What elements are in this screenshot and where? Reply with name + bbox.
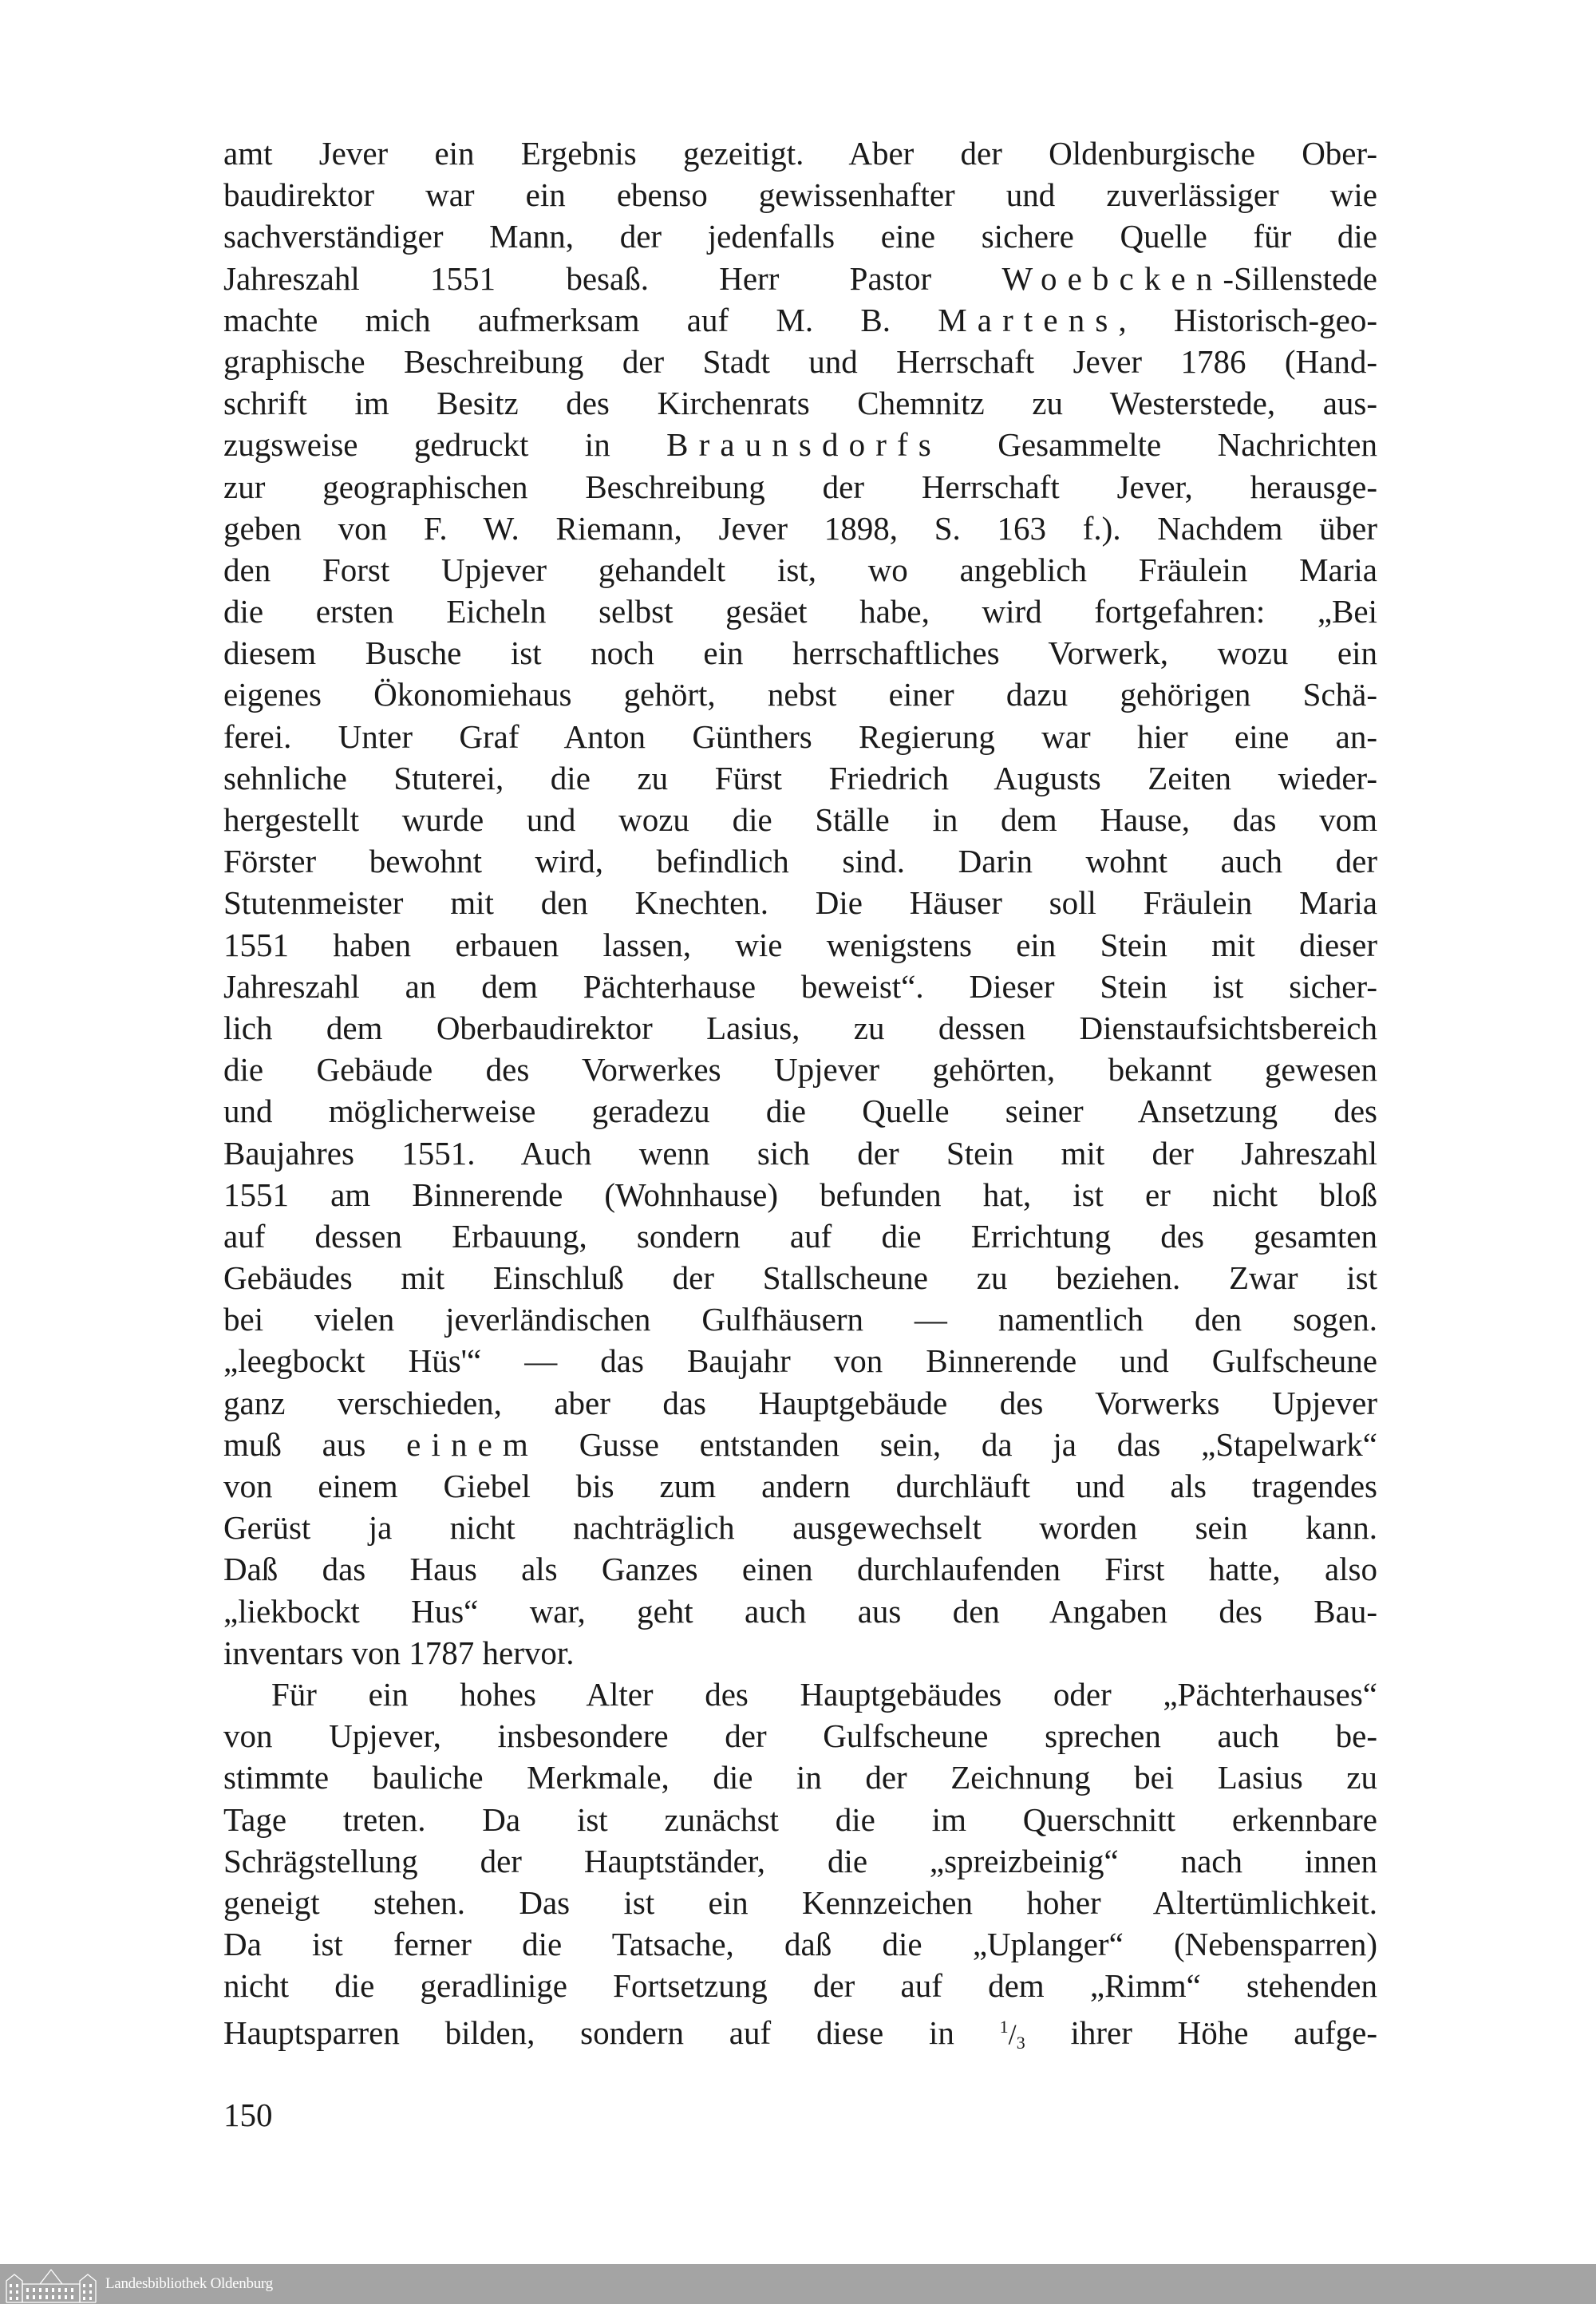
text-segment: hergestellt wurde und wozu die Ställe in dem Hause, das vom (223, 801, 1377, 838)
text-segment: Gerüst ja nicht nachträglich ausgewechselt worden sein kann. (223, 1509, 1377, 1547)
text-line (223, 799, 1377, 840)
fraction (1000, 2014, 1025, 2051)
text-line (223, 591, 1377, 632)
text-line (223, 1757, 1377, 1798)
spaced-name: Woebcken (1001, 259, 1223, 297)
text-line (223, 299, 1377, 341)
text-line (223, 840, 1377, 882)
text-line (223, 757, 1377, 799)
text-segment: „liekbockt Hus“ war, geht auch aus den Angaben des Bau- (223, 1592, 1377, 1630)
fraction-numerator: 1 (999, 2017, 1009, 2037)
text-segment: Jahreszahl 1551 besaß. Herr Pastor (223, 259, 1002, 297)
text-segment: Schrägstellung der Hauptständer, die „spreizbeinig“ nach innen (223, 1842, 1377, 1879)
text-line (223, 1923, 1377, 1965)
text-segment: -Sillenstede (1223, 259, 1377, 297)
text-segment: Gesammelte Nachrichten (941, 426, 1377, 464)
text-line (223, 1215, 1377, 1257)
text-line (223, 1090, 1377, 1132)
text-segment: Hauptsparren bilden, sondern auf diese in (223, 2014, 1000, 2052)
text-line (223, 1882, 1377, 1923)
text-segment: sehnliche Stuterei, die zu Fürst Friedrich Augusts Zeiten wieder- (223, 759, 1377, 796)
text-line (223, 966, 1377, 1007)
text-segment: , Historisch-geo- (1118, 301, 1377, 338)
fraction-denominator: 3 (1016, 2033, 1025, 2053)
text-line (223, 1632, 1377, 1674)
text-line (223, 1840, 1377, 1882)
text-line (223, 632, 1377, 674)
text-segment: Für ein hohes Alter des Hauptgebäudes oder „Pächterhauses“ (271, 1675, 1377, 1713)
text-line (223, 466, 1377, 508)
text-segment: zugsweise gedruckt in (223, 426, 667, 464)
text-segment: stimmte bauliche Merkmale, die in der Zeichnung bei Lasius zu (223, 1759, 1377, 1796)
spaced-name: Martens (938, 301, 1119, 338)
text-segment: „leegbockt Hüs'“ — das Baujahr von Binnerende und Gulfscheune (223, 1342, 1377, 1380)
text-segment: nicht die geradlinige Fortsetzung der auf dem „Rimm“ stehenden (223, 1967, 1377, 2005)
text-segment: den Forst Upjever gehandelt ist, wo angeblich Fräulein Maria (223, 551, 1377, 588)
text-line (223, 1799, 1377, 1840)
text-segment: Baujahres 1551. Auch wenn sich der Stein mit der Jahreszahl (223, 1134, 1377, 1172)
text-line (223, 1340, 1377, 1381)
text-line (223, 2006, 1377, 2053)
text-line (223, 1548, 1377, 1590)
text-line (223, 1298, 1377, 1340)
text-segment: die ersten Eicheln selbst gesäet habe, wird fortgefahren: „Bei (223, 593, 1377, 630)
text-line (223, 215, 1377, 257)
text-line (223, 174, 1377, 215)
text-segment: die Gebäude des Vorwerkes Upjever gehörten, bekannt gewesen (223, 1051, 1377, 1089)
text-segment: Tage treten. Da ist zunächst die im Querschnitt erkennbare (223, 1800, 1377, 1838)
text-segment: inventars von 1787 hervor. (223, 1634, 575, 1671)
text-segment: amt Jever ein Ergebnis gezeitigt. Aber der Oldenburgische Ober- (223, 135, 1377, 172)
text-segment: eigenes Ökonomiehaus gehört, nebst einer dazu gehörigen Schä- (223, 676, 1377, 713)
text-segment: ganz verschieden, aber das Hauptgebäude des Vorwerks Upjever (223, 1384, 1377, 1421)
text-segment: muß aus (223, 1425, 407, 1463)
text-segment: Da ist ferner die Tatsache, daß die „Uplanger“ (Nebensparren) (223, 1926, 1377, 1963)
text-segment: Daß das Haus als Ganzes einen durchlaufenden First hatte, also (223, 1551, 1377, 1588)
text-line (223, 1382, 1377, 1424)
text-segment: baudirektor war ein ebenso gewissenhafter und zuverlässiger wie (223, 176, 1377, 214)
text-segment: graphische Beschreibung der Stadt und Herrschaft Jever 1786 (Hand- (223, 342, 1377, 380)
text-segment: ihrer Höhe aufge- (1025, 2014, 1377, 2052)
text-segment: schrift im Besitz des Kirchenrats Chemnitz zu Westerstede, aus- (223, 385, 1377, 422)
fraction-slash: / (1008, 2018, 1017, 2051)
text-line (223, 1174, 1377, 1215)
text-line (223, 549, 1377, 591)
page-number: 150 (223, 2097, 273, 2133)
text-line (223, 1591, 1377, 1632)
text-line (223, 258, 1377, 299)
text-segment: lich dem Oberbaudirektor Lasius, zu dessen Dienstaufsichtsbereich (223, 1009, 1377, 1046)
text-segment: Gebäudes mit Einschluß der Stallscheune zu beziehen. Zwar ist (223, 1259, 1377, 1297)
text-segment: Stutenmeister mit den Knechten. Die Häuser soll Fräulein Maria (223, 884, 1377, 922)
footer-bar (0, 2264, 1596, 2304)
text-line (223, 1965, 1377, 2006)
text-segment: machte mich aufmerksam auf M. B. (223, 301, 938, 338)
text-line (223, 924, 1377, 966)
body-text (223, 132, 1378, 2053)
text-segment: sachverständiger Mann, der jedenfalls eine sichere Quelle für die (223, 218, 1377, 255)
spaced-name: Braunsdorfs (666, 426, 942, 464)
text-segment: ferei. Unter Graf Anton Günthers Regierung war hier eine an- (223, 717, 1377, 755)
text-line (223, 1132, 1377, 1174)
text-line (223, 1424, 1377, 1465)
text-line (223, 1674, 1377, 1715)
text-line (223, 882, 1377, 923)
text-line (223, 1049, 1377, 1090)
text-line (223, 341, 1377, 382)
text-segment: von Upjever, insbesondere der Gulfscheune sprechen auch be- (223, 1717, 1377, 1755)
text-segment: Förster bewohnt wird, befindlich sind. Darin wohnt auch der (223, 843, 1377, 880)
text-line (223, 1465, 1377, 1507)
text-line (223, 132, 1377, 174)
text-line (223, 1507, 1377, 1548)
text-line (223, 1715, 1377, 1757)
spaced-name: einem (406, 1425, 539, 1463)
text-line (223, 382, 1377, 424)
text-segment: Gusse entstanden sein, da ja das „Stapelwark“ (538, 1425, 1378, 1463)
text-segment: 1551 am Binnerende (Wohnhause) befunden hat, ist er nicht bloß (223, 1176, 1377, 1213)
text-segment: und möglicherweise geradezu die Quelle seiner Ansetzung des (223, 1093, 1377, 1130)
text-line (223, 508, 1377, 549)
text-segment: Jahreszahl an dem Pächterhause beweist“. Dieser Stein ist sicher- (223, 967, 1377, 1005)
text-segment: geben von F. W. Riemann, Jever 1898, S. 163 f.). Nachdem über (223, 509, 1377, 547)
text-line (223, 674, 1377, 715)
text-segment: bei vielen jeverländischen Gulfhäusern — namentlich den sogen. (223, 1301, 1377, 1338)
text-segment: geneigt stehen. Das ist ein Kennzeichen hoher Altertümlichkeit. (223, 1883, 1377, 1921)
text-segment: auf dessen Erbauung, sondern auf die Errichtung des gesamten (223, 1217, 1377, 1255)
library-name: Landesbibliothek Oldenburg (105, 2275, 273, 2292)
text-line (223, 1007, 1377, 1049)
text-segment: zur geographischen Beschreibung der Herrschaft Jever, herausge- (223, 468, 1377, 505)
text-line (223, 1257, 1377, 1298)
text-segment: von einem Giebel bis zum andern durchläuft und als tragendes (223, 1468, 1377, 1504)
text-line (223, 716, 1377, 757)
text-segment: diesem Busche ist noch ein herrschaftliches Vorwerk, wozu ein (223, 634, 1377, 672)
text-segment: 1551 haben erbauen lassen, wie wenigstens ein Stein mit dieser (223, 926, 1377, 963)
text-line (223, 424, 1377, 465)
library-building-icon (5, 2266, 97, 2303)
